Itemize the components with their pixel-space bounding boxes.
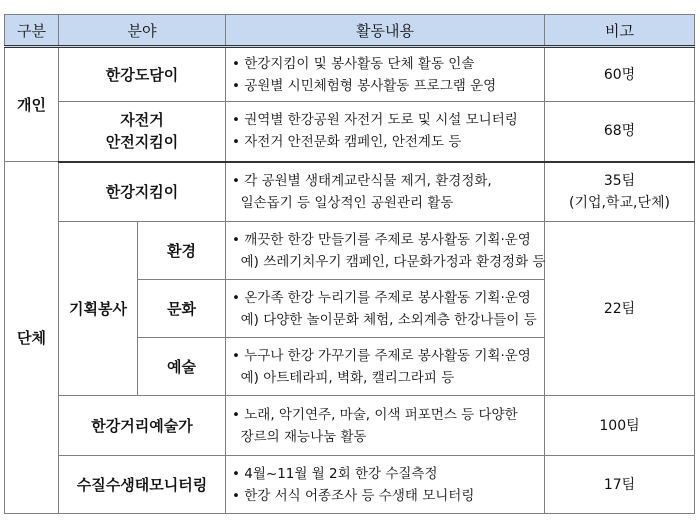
activity-line: • 한강지킴이 및 봉사활동 단체 활동 인솔	[232, 55, 475, 72]
volunteer-table	[4, 14, 695, 514]
table-row	[5, 162, 695, 222]
activity-cell	[226, 102, 545, 162]
activity-line: • 노래, 악기연주, 마술, 이색 퍼포먼스 등 다양한	[232, 406, 518, 423]
header-gubun: 구분	[5, 15, 59, 47]
activity-line: • 깨끗한 한강 만들기를 주제로 봉사활동 기획·운영	[232, 231, 531, 248]
table-row	[5, 396, 695, 456]
sub-field-name: 예술	[138, 338, 226, 396]
activity-line: • 각 공원별 생태계교란식물 제거, 환경정화,	[232, 172, 492, 189]
table-row	[5, 47, 695, 102]
activity-line: 예) 다양한 놀이문화 체험, 소외계층 한강나들이 등	[232, 311, 537, 328]
sub-field-name: 문화	[138, 280, 226, 338]
activity-cell	[226, 338, 545, 396]
note-cell: 60명	[545, 47, 695, 102]
activity-line: 예) 쓰레기치우기 캠페인, 다문화가정과 환경정화 등	[232, 253, 546, 270]
activity-line: 일손돕기 등 일상적인 공원관리 활동	[232, 194, 454, 211]
activity-line: 장르의 재능나눔 활동	[232, 428, 367, 445]
activity-line: • 4월~11월 월 2회 한강 수질측정	[232, 465, 438, 482]
activity-line: • 자전거 안전문화 캠페인, 안전계도 등	[232, 134, 462, 151]
field-name: 자전거 안전지킴이	[59, 102, 226, 162]
activity-line: • 한강 서식 어종조사 등 수생태 모니터링	[232, 487, 475, 504]
sub-field-name: 환경	[138, 222, 226, 280]
table-row	[5, 102, 695, 162]
field-name: 수질수생태모니터링	[59, 456, 226, 514]
note-cell: 100팀	[545, 396, 695, 456]
activity-cell	[226, 280, 545, 338]
header-note: 비고	[545, 15, 695, 47]
activity-line: 예) 아트테라피, 벽화, 캘리그라피 등	[232, 369, 455, 386]
activity-line: • 권역별 한강공원 자전거 도로 및 시설 모니터링	[232, 112, 518, 129]
activity-line: • 누구나 한강 가꾸기를 주제로 봉사활동 기획·운영	[232, 347, 531, 364]
note-cell: 35팀 (기업,학교,단체)	[545, 162, 695, 222]
field-name: 한강거리예술가	[59, 396, 226, 456]
category-group: 단체	[5, 162, 59, 514]
activity-cell	[226, 396, 545, 456]
field-name: 한강도담이	[59, 47, 226, 102]
field-name: 한강지킴이	[59, 162, 226, 222]
table-row	[5, 456, 695, 514]
table-row	[5, 222, 695, 280]
header-row	[5, 15, 695, 47]
header-activity: 활동내용	[226, 15, 545, 47]
activity-cell	[226, 162, 545, 222]
activity-line: • 공원별 시민체험형 봉사활동 프로그램 운영	[232, 77, 497, 94]
activity-cell	[226, 456, 545, 514]
note-cell: 22팀	[545, 222, 695, 396]
note-cell: 17팀	[545, 456, 695, 514]
header-field: 분야	[59, 15, 226, 47]
activity-line: • 온가족 한강 누리기를 주제로 봉사활동 기획·운영	[232, 289, 531, 306]
field-name: 기획봉사	[59, 222, 138, 396]
activity-cell	[226, 47, 545, 102]
category-individual: 개인	[5, 47, 59, 162]
note-cell: 68명	[545, 102, 695, 162]
activity-cell	[226, 222, 545, 280]
